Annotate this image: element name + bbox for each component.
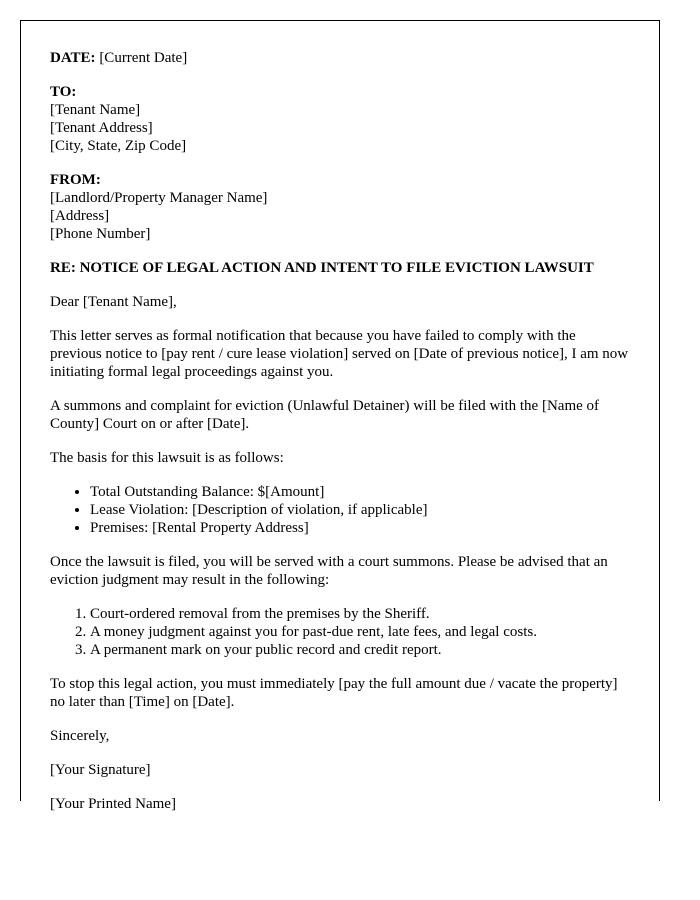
from-block xyxy=(50,171,630,243)
basis-item-violation: • Lease Violation: [Description of violation, if applicable] xyxy=(90,501,630,519)
landlord-phone: [Phone Number] xyxy=(50,226,151,242)
basis-intro: The basis for this lawsuit is as follows: xyxy=(50,450,284,466)
date-label: DATE: xyxy=(50,50,96,66)
body-paragraph-4: To stop this legal action, you must immediately [pay the full amount due / vacate the property] no later than [Time] on [Date]. xyxy=(50,676,618,710)
letter-page xyxy=(20,20,660,812)
consequence-item-record: 3. A permanent mark on your public record and credit report. xyxy=(90,641,630,659)
consequences-list xyxy=(50,605,630,659)
to-block xyxy=(50,83,630,155)
salutation: Dear [Tenant Name], xyxy=(50,294,177,310)
basis-item-balance: • Total Outstanding Balance: $[Amount] xyxy=(90,483,630,501)
date-block xyxy=(50,49,630,67)
subject-line: RE: NOTICE OF LEGAL ACTION AND INTENT TO FILE EVICTION LAWSUIT xyxy=(50,260,594,276)
sign-off: Sincerely, xyxy=(50,728,110,744)
signature-line: [Your Signature] xyxy=(50,762,151,778)
consequence-item-judgment: 2. A money judgment against you for past-due rent, late fees, and legal costs. xyxy=(90,623,630,641)
body-paragraph-3: Once the lawsuit is filed, you will be served with a court summons. Please be advised that an eviction judgment may result in the following: xyxy=(50,554,608,588)
letter-content xyxy=(21,21,659,813)
tenant-city-state-zip: [City, State, Zip Code] xyxy=(50,138,187,154)
basis-item-premises: • Premises: [Rental Property Address] xyxy=(90,519,630,537)
body-paragraph-1: This letter serves as formal notification that because you have failed to comply with the previous notice to [pay rent / cure lease violation] served on [Date of previous notice], I am now initiating formal legal proceedings against you. xyxy=(50,328,629,380)
tenant-name: [Tenant Name] xyxy=(50,102,141,118)
consequence-item-removal: 1. Court-ordered removal from the premises by the Sheriff. xyxy=(90,605,630,623)
landlord-name: [Landlord/Property Manager Name] xyxy=(50,190,268,206)
to-label: TO: xyxy=(50,84,77,100)
tenant-address: [Tenant Address] xyxy=(50,120,153,136)
date-value: [Current Date] xyxy=(99,50,188,66)
from-label: FROM: xyxy=(50,172,101,188)
basis-list xyxy=(50,483,630,537)
body-paragraph-2: A summons and complaint for eviction (Unlawful Detainer) will be filed with the [Name of County] Court on or after [Date]. xyxy=(50,398,600,432)
printed-name-line: [Your Printed Name] xyxy=(50,796,176,812)
landlord-address: [Address] xyxy=(50,208,110,224)
